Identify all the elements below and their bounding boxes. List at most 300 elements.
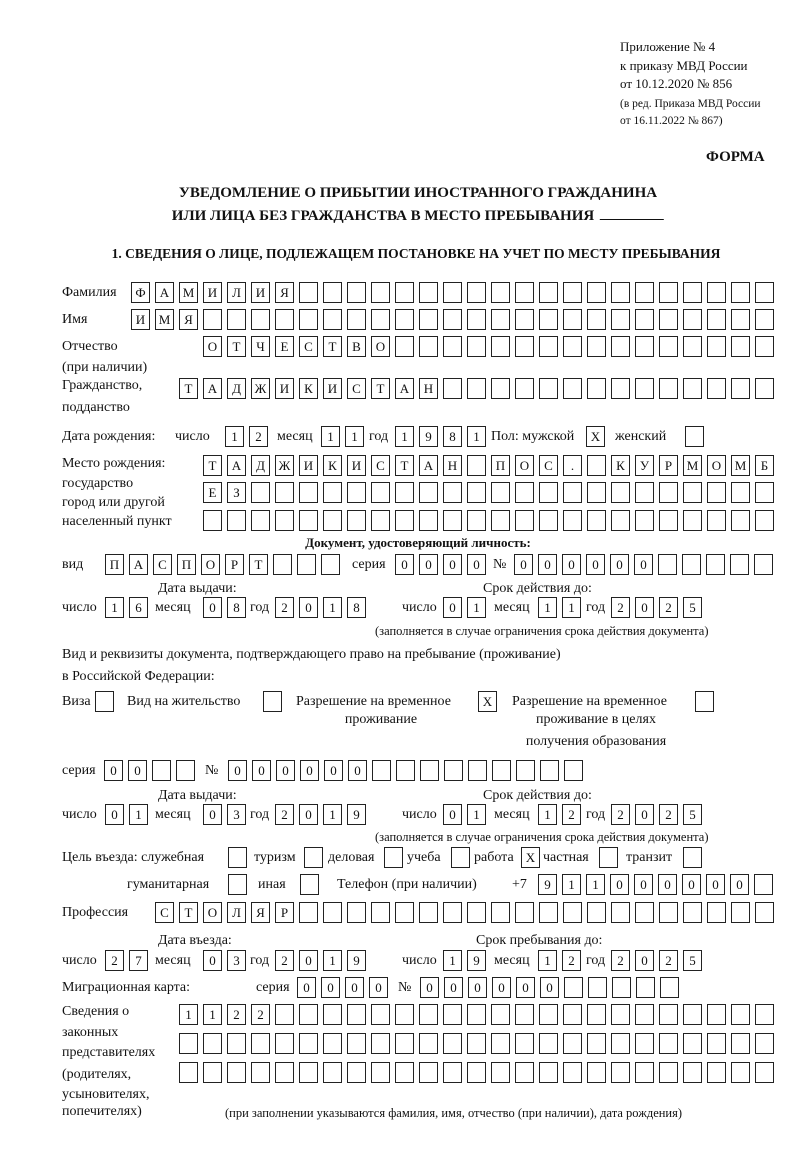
char-box[interactable] — [275, 1004, 294, 1025]
char-box[interactable] — [635, 1033, 654, 1054]
char-box[interactable]: 1 — [105, 597, 124, 618]
char-box[interactable] — [755, 1062, 774, 1083]
checkbox[interactable] — [451, 847, 470, 868]
char-box[interactable] — [731, 378, 750, 399]
char-box[interactable] — [468, 760, 487, 781]
char-box[interactable] — [227, 1062, 246, 1083]
char-box[interactable] — [731, 1004, 750, 1025]
char-box[interactable] — [395, 902, 414, 923]
char-box[interactable]: 9 — [347, 950, 366, 971]
char-box[interactable]: 1 — [443, 950, 462, 971]
char-box[interactable] — [395, 1033, 414, 1054]
char-box[interactable] — [707, 510, 726, 531]
char-box[interactable]: 1 — [203, 1004, 222, 1025]
checkbox[interactable] — [228, 874, 247, 895]
char-box[interactable]: 1 — [323, 804, 342, 825]
char-box[interactable]: Я — [275, 282, 294, 303]
char-box[interactable]: Т — [395, 455, 414, 476]
char-box[interactable]: 1 — [345, 426, 364, 447]
checkbox[interactable] — [599, 847, 618, 868]
char-box[interactable] — [540, 760, 559, 781]
char-box[interactable] — [467, 378, 486, 399]
char-box[interactable] — [683, 336, 702, 357]
char-box[interactable] — [635, 282, 654, 303]
char-box[interactable] — [659, 1004, 678, 1025]
char-box[interactable]: 1 — [467, 804, 486, 825]
char-box[interactable] — [203, 1062, 222, 1083]
char-box[interactable] — [755, 510, 774, 531]
char-box[interactable] — [251, 1062, 270, 1083]
char-box[interactable]: М — [179, 282, 198, 303]
char-box[interactable] — [636, 977, 655, 998]
char-box[interactable] — [707, 902, 726, 923]
char-box[interactable] — [755, 282, 774, 303]
char-box[interactable] — [275, 309, 294, 330]
char-box[interactable] — [755, 902, 774, 923]
char-box[interactable] — [658, 554, 677, 575]
char-box[interactable] — [683, 309, 702, 330]
char-box[interactable]: 0 — [299, 950, 318, 971]
char-box[interactable]: 0 — [443, 597, 462, 618]
char-box[interactable] — [491, 902, 510, 923]
char-box[interactable]: 5 — [683, 804, 702, 825]
char-box[interactable] — [419, 1062, 438, 1083]
char-box[interactable] — [491, 282, 510, 303]
char-box[interactable] — [347, 482, 366, 503]
char-box[interactable] — [467, 282, 486, 303]
char-box[interactable]: 1 — [179, 1004, 198, 1025]
char-box[interactable]: 0 — [516, 977, 535, 998]
char-box[interactable] — [612, 977, 631, 998]
char-box[interactable] — [539, 336, 558, 357]
char-box[interactable] — [443, 1033, 462, 1054]
char-box[interactable]: 0 — [104, 760, 123, 781]
char-box[interactable] — [683, 510, 702, 531]
checkbox[interactable] — [384, 847, 403, 868]
char-box[interactable] — [588, 977, 607, 998]
char-box[interactable] — [563, 1033, 582, 1054]
char-box[interactable]: Л — [227, 282, 246, 303]
char-box[interactable] — [299, 282, 318, 303]
char-box[interactable] — [491, 336, 510, 357]
char-box[interactable] — [683, 1033, 702, 1054]
char-box[interactable] — [179, 1033, 198, 1054]
char-box[interactable] — [539, 309, 558, 330]
char-box[interactable]: 0 — [203, 950, 222, 971]
char-box[interactable] — [611, 309, 630, 330]
char-box[interactable] — [539, 1062, 558, 1083]
char-box[interactable]: М — [731, 455, 750, 476]
char-box[interactable]: 0 — [562, 554, 581, 575]
char-box[interactable] — [372, 760, 391, 781]
char-box[interactable] — [371, 1004, 390, 1025]
char-box[interactable] — [611, 378, 630, 399]
char-box[interactable] — [443, 1004, 462, 1025]
char-box[interactable] — [227, 510, 246, 531]
char-box[interactable] — [611, 1004, 630, 1025]
char-box[interactable] — [515, 1033, 534, 1054]
char-box[interactable] — [731, 336, 750, 357]
char-box[interactable] — [635, 482, 654, 503]
char-box[interactable] — [755, 378, 774, 399]
char-box[interactable] — [683, 1062, 702, 1083]
char-box[interactable]: 1 — [323, 950, 342, 971]
char-box[interactable]: А — [395, 378, 414, 399]
checkbox[interactable] — [95, 691, 114, 712]
char-box[interactable] — [587, 282, 606, 303]
char-box[interactable] — [754, 554, 773, 575]
char-box[interactable] — [251, 482, 270, 503]
char-box[interactable]: К — [299, 378, 318, 399]
char-box[interactable] — [443, 378, 462, 399]
char-box[interactable] — [515, 482, 534, 503]
char-box[interactable]: 1 — [323, 597, 342, 618]
char-box[interactable] — [611, 282, 630, 303]
char-box[interactable] — [539, 378, 558, 399]
char-box[interactable] — [515, 282, 534, 303]
char-box[interactable] — [515, 309, 534, 330]
char-box[interactable]: 1 — [467, 597, 486, 618]
char-box[interactable]: В — [347, 336, 366, 357]
char-box[interactable] — [347, 1004, 366, 1025]
char-box[interactable]: К — [611, 455, 630, 476]
char-box[interactable]: А — [129, 554, 148, 575]
char-box[interactable]: 2 — [659, 950, 678, 971]
char-box[interactable] — [467, 902, 486, 923]
char-box[interactable] — [371, 902, 390, 923]
char-box[interactable] — [731, 902, 750, 923]
char-box[interactable]: П — [105, 554, 124, 575]
char-box[interactable] — [539, 902, 558, 923]
checkbox[interactable] — [300, 874, 319, 895]
char-box[interactable]: 0 — [467, 554, 486, 575]
char-box[interactable]: 1 — [538, 950, 557, 971]
char-box[interactable] — [347, 1033, 366, 1054]
char-box[interactable] — [467, 1033, 486, 1054]
char-box[interactable]: 9 — [347, 804, 366, 825]
char-box[interactable] — [491, 482, 510, 503]
char-box[interactable]: О — [707, 455, 726, 476]
char-box[interactable] — [419, 902, 438, 923]
char-box[interactable] — [371, 510, 390, 531]
char-box[interactable] — [275, 1062, 294, 1083]
char-box[interactable] — [371, 1062, 390, 1083]
char-box[interactable]: А — [203, 378, 222, 399]
char-box[interactable]: 0 — [492, 977, 511, 998]
char-box[interactable] — [587, 482, 606, 503]
char-box[interactable] — [299, 482, 318, 503]
char-box[interactable] — [683, 282, 702, 303]
char-box[interactable]: М — [683, 455, 702, 476]
char-box[interactable]: 2 — [227, 1004, 246, 1025]
char-box[interactable] — [323, 510, 342, 531]
char-box[interactable]: 2 — [611, 950, 630, 971]
char-box[interactable] — [730, 554, 749, 575]
char-box[interactable]: 2 — [659, 597, 678, 618]
char-box[interactable]: У — [635, 455, 654, 476]
char-box[interactable] — [539, 282, 558, 303]
char-box[interactable] — [587, 455, 606, 476]
char-box[interactable]: 1 — [129, 804, 148, 825]
char-box[interactable]: С — [155, 902, 174, 923]
char-box[interactable]: И — [323, 378, 342, 399]
char-box[interactable]: 2 — [249, 426, 268, 447]
char-box[interactable] — [176, 760, 195, 781]
char-box[interactable]: О — [515, 455, 534, 476]
char-box[interactable]: 0 — [203, 804, 222, 825]
char-box[interactable] — [564, 760, 583, 781]
char-box[interactable]: 3 — [227, 804, 246, 825]
char-box[interactable] — [395, 1062, 414, 1083]
char-box[interactable] — [635, 1004, 654, 1025]
char-box[interactable]: 0 — [540, 977, 559, 998]
checkbox[interactable] — [304, 847, 323, 868]
char-box[interactable] — [587, 1004, 606, 1025]
char-box[interactable] — [659, 1033, 678, 1054]
char-box[interactable] — [611, 336, 630, 357]
char-box[interactable] — [611, 1033, 630, 1054]
char-box[interactable] — [563, 336, 582, 357]
char-box[interactable] — [635, 1062, 654, 1083]
char-box[interactable]: 9 — [538, 874, 557, 895]
char-box[interactable] — [323, 309, 342, 330]
char-box[interactable]: 0 — [276, 760, 295, 781]
char-box[interactable]: С — [371, 455, 390, 476]
char-box[interactable]: 5 — [683, 950, 702, 971]
char-box[interactable]: 1 — [562, 597, 581, 618]
char-box[interactable] — [323, 902, 342, 923]
char-box[interactable] — [347, 1062, 366, 1083]
char-box[interactable] — [491, 378, 510, 399]
char-box[interactable]: Д — [251, 455, 270, 476]
checkbox[interactable] — [695, 691, 714, 712]
char-box[interactable]: Т — [371, 378, 390, 399]
char-box[interactable]: 2 — [611, 597, 630, 618]
char-box[interactable] — [371, 309, 390, 330]
char-box[interactable]: И — [203, 282, 222, 303]
char-box[interactable]: 0 — [443, 804, 462, 825]
char-box[interactable] — [516, 760, 535, 781]
char-box[interactable]: 0 — [538, 554, 557, 575]
char-box[interactable] — [755, 482, 774, 503]
char-box[interactable] — [731, 282, 750, 303]
char-box[interactable]: Т — [323, 336, 342, 357]
char-box[interactable] — [587, 510, 606, 531]
char-box[interactable] — [754, 874, 773, 895]
char-box[interactable] — [731, 309, 750, 330]
char-box[interactable]: 0 — [419, 554, 438, 575]
char-box[interactable] — [683, 902, 702, 923]
char-box[interactable]: С — [299, 336, 318, 357]
char-box[interactable] — [611, 510, 630, 531]
char-box[interactable] — [707, 309, 726, 330]
char-box[interactable]: 2 — [275, 950, 294, 971]
char-box[interactable]: И — [347, 455, 366, 476]
char-box[interactable] — [299, 510, 318, 531]
char-box[interactable]: 0 — [299, 804, 318, 825]
char-box[interactable]: 0 — [635, 597, 654, 618]
char-box[interactable] — [539, 1004, 558, 1025]
char-box[interactable]: 0 — [369, 977, 388, 998]
char-box[interactable]: О — [371, 336, 390, 357]
char-box[interactable]: И — [299, 455, 318, 476]
char-box[interactable] — [467, 1004, 486, 1025]
char-box[interactable]: С — [347, 378, 366, 399]
char-box[interactable] — [347, 510, 366, 531]
char-box[interactable]: И — [275, 378, 294, 399]
char-box[interactable] — [659, 282, 678, 303]
char-box[interactable] — [755, 336, 774, 357]
char-box[interactable]: Т — [203, 455, 222, 476]
char-box[interactable] — [683, 482, 702, 503]
char-box[interactable] — [611, 902, 630, 923]
char-box[interactable] — [443, 510, 462, 531]
char-box[interactable] — [587, 378, 606, 399]
char-box[interactable] — [659, 309, 678, 330]
char-box[interactable] — [731, 510, 750, 531]
char-box[interactable]: 1 — [562, 874, 581, 895]
char-box[interactable]: Т — [179, 378, 198, 399]
char-box[interactable]: М — [155, 309, 174, 330]
char-box[interactable] — [539, 1033, 558, 1054]
char-box[interactable] — [707, 336, 726, 357]
char-box[interactable]: Н — [443, 455, 462, 476]
char-box[interactable] — [635, 309, 654, 330]
char-box[interactable]: 0 — [514, 554, 533, 575]
char-box[interactable] — [492, 760, 511, 781]
char-box[interactable] — [682, 554, 701, 575]
char-box[interactable] — [539, 510, 558, 531]
checkbox[interactable] — [228, 847, 247, 868]
char-box[interactable]: 2 — [251, 1004, 270, 1025]
char-box[interactable]: 0 — [299, 597, 318, 618]
char-box[interactable] — [443, 309, 462, 330]
char-box[interactable] — [419, 482, 438, 503]
checkbox[interactable] — [683, 847, 702, 868]
char-box[interactable]: Л — [227, 902, 246, 923]
checkbox[interactable]: X — [478, 691, 497, 712]
char-box[interactable] — [491, 309, 510, 330]
char-box[interactable] — [443, 902, 462, 923]
char-box[interactable]: 0 — [105, 804, 124, 825]
char-box[interactable] — [755, 309, 774, 330]
char-box[interactable] — [299, 1004, 318, 1025]
char-box[interactable] — [419, 1004, 438, 1025]
char-box[interactable]: Р — [659, 455, 678, 476]
char-box[interactable] — [419, 309, 438, 330]
char-box[interactable]: Е — [203, 482, 222, 503]
char-box[interactable] — [323, 1033, 342, 1054]
char-box[interactable] — [152, 760, 171, 781]
char-box[interactable] — [251, 309, 270, 330]
char-box[interactable] — [659, 378, 678, 399]
char-box[interactable] — [443, 482, 462, 503]
char-box[interactable] — [420, 760, 439, 781]
char-box[interactable] — [419, 282, 438, 303]
char-box[interactable]: Д — [227, 378, 246, 399]
char-box[interactable]: 0 — [252, 760, 271, 781]
char-box[interactable]: 2 — [105, 950, 124, 971]
char-box[interactable] — [563, 378, 582, 399]
char-box[interactable] — [371, 282, 390, 303]
char-box[interactable]: 0 — [610, 554, 629, 575]
char-box[interactable] — [467, 482, 486, 503]
char-box[interactable]: 0 — [128, 760, 147, 781]
char-box[interactable] — [251, 510, 270, 531]
char-box[interactable]: 7 — [129, 950, 148, 971]
char-box[interactable] — [707, 378, 726, 399]
char-box[interactable] — [179, 1062, 198, 1083]
char-box[interactable] — [467, 309, 486, 330]
char-box[interactable]: 0 — [321, 977, 340, 998]
char-box[interactable]: Е — [275, 336, 294, 357]
char-box[interactable] — [419, 510, 438, 531]
char-box[interactable] — [635, 902, 654, 923]
char-box[interactable]: 9 — [467, 950, 486, 971]
char-box[interactable]: Т — [249, 554, 268, 575]
char-box[interactable] — [563, 1004, 582, 1025]
char-box[interactable] — [515, 1062, 534, 1083]
char-box[interactable] — [731, 1033, 750, 1054]
char-box[interactable] — [275, 510, 294, 531]
char-box[interactable] — [587, 336, 606, 357]
char-box[interactable]: Ч — [251, 336, 270, 357]
char-box[interactable] — [587, 1062, 606, 1083]
char-box[interactable] — [683, 378, 702, 399]
char-box[interactable] — [299, 902, 318, 923]
char-box[interactable] — [707, 482, 726, 503]
char-box[interactable] — [587, 309, 606, 330]
char-box[interactable]: Р — [275, 902, 294, 923]
char-box[interactable]: 2 — [659, 804, 678, 825]
char-box[interactable] — [563, 309, 582, 330]
char-box[interactable] — [539, 482, 558, 503]
char-box[interactable]: Ж — [251, 378, 270, 399]
char-box[interactable]: 0 — [300, 760, 319, 781]
char-box[interactable] — [659, 510, 678, 531]
char-box[interactable]: 0 — [586, 554, 605, 575]
char-box[interactable] — [275, 482, 294, 503]
checkbox[interactable] — [263, 691, 282, 712]
char-box[interactable]: 1 — [538, 804, 557, 825]
char-box[interactable]: 8 — [227, 597, 246, 618]
char-box[interactable] — [203, 1033, 222, 1054]
char-box[interactable] — [563, 902, 582, 923]
char-box[interactable] — [515, 902, 534, 923]
char-box[interactable] — [443, 282, 462, 303]
char-box[interactable] — [587, 902, 606, 923]
char-box[interactable] — [395, 282, 414, 303]
char-box[interactable] — [491, 1062, 510, 1083]
char-box[interactable]: 1 — [225, 426, 244, 447]
char-box[interactable] — [515, 336, 534, 357]
char-box[interactable]: 8 — [443, 426, 462, 447]
char-box[interactable] — [299, 1033, 318, 1054]
char-box[interactable] — [659, 336, 678, 357]
char-box[interactable]: Р — [225, 554, 244, 575]
char-box[interactable]: 0 — [348, 760, 367, 781]
char-box[interactable]: 3 — [227, 950, 246, 971]
char-box[interactable]: К — [323, 455, 342, 476]
char-box[interactable]: 0 — [345, 977, 364, 998]
char-box[interactable] — [297, 554, 316, 575]
char-box[interactable] — [731, 1062, 750, 1083]
char-box[interactable] — [635, 336, 654, 357]
char-box[interactable] — [396, 760, 415, 781]
char-box[interactable] — [563, 482, 582, 503]
char-box[interactable]: И — [131, 309, 150, 330]
char-box[interactable] — [731, 482, 750, 503]
